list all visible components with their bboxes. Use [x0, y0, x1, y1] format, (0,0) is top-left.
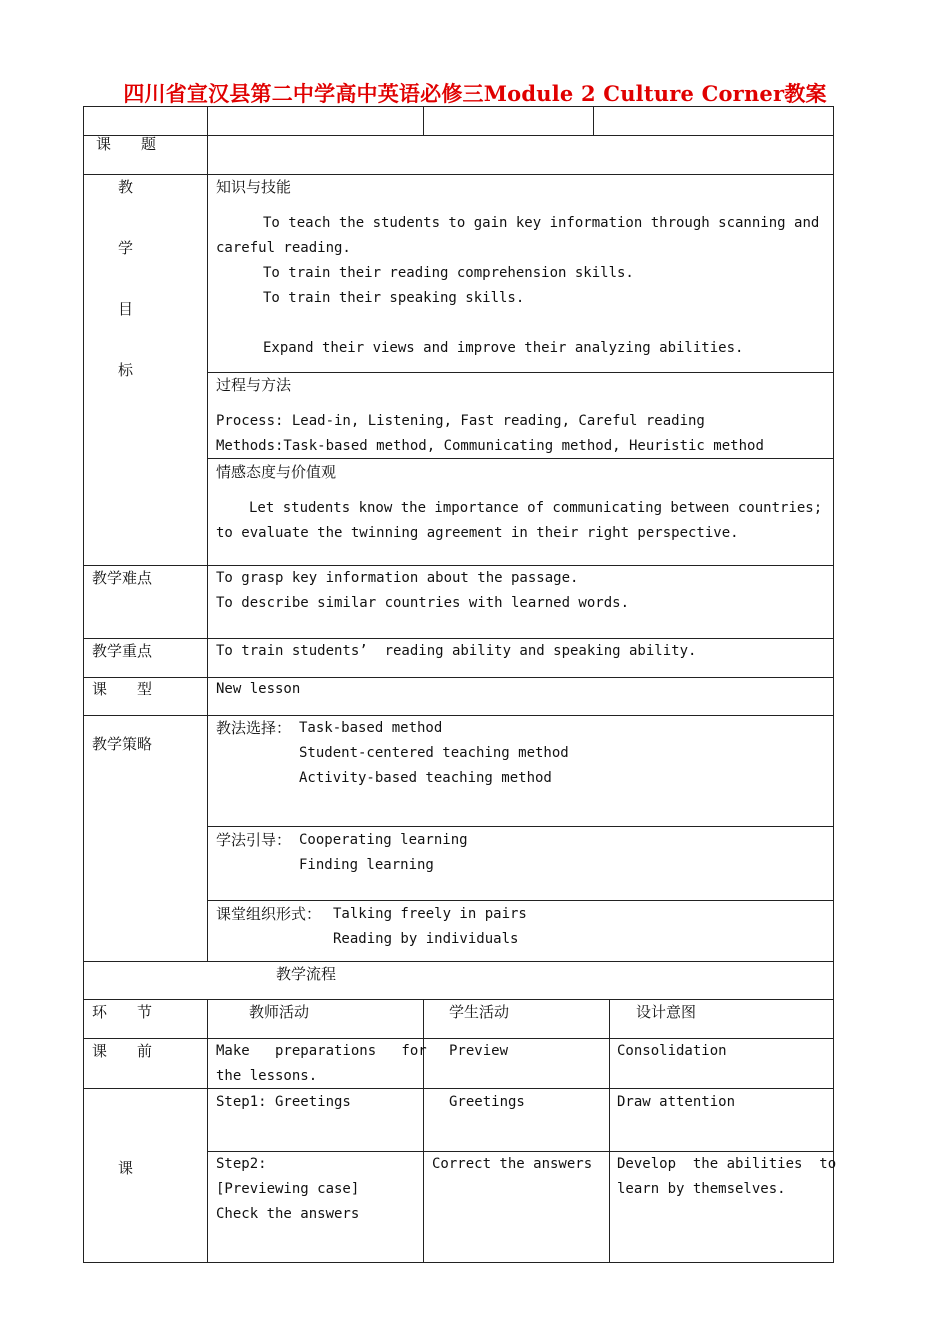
- lesson-type-text: New lesson: [216, 681, 301, 697]
- rule: [833, 106, 834, 1263]
- objectives-label: 标: [118, 361, 134, 379]
- emotion-text: Let students know the importance of communicating between countries;: [249, 500, 823, 516]
- page-title: 四川省宣汉县第二中学高中英语必修三Module 2 Culture Corner教案: [123, 81, 827, 106]
- rule: [609, 999, 610, 1263]
- key-points-text: To train students’ reading ability and speaking ability.: [216, 643, 697, 659]
- rule: [83, 961, 834, 962]
- teaching-method-item: Activity-based teaching method: [299, 770, 552, 786]
- rule: [83, 715, 834, 716]
- rule: [83, 1262, 834, 1263]
- rule: [423, 106, 424, 136]
- rule: [207, 900, 834, 901]
- objectives-label: 学: [118, 239, 134, 257]
- teaching-method-item: Task-based method: [299, 720, 443, 736]
- objectives-label: 目: [118, 300, 134, 318]
- student-activity: Greetings: [449, 1094, 525, 1110]
- lesson-type-label: 课 型: [92, 680, 153, 698]
- knowledge-text: To train their speaking skills.: [263, 290, 525, 306]
- design-intent: Develop the abilities to: [617, 1156, 837, 1172]
- process-method-text: Methods:Task-based method, Communicating method, Heuristic method: [216, 438, 764, 454]
- objectives-label: 教: [118, 178, 134, 196]
- teacher-activity: Make preparations for: [216, 1043, 427, 1059]
- rule: [83, 174, 834, 175]
- teaching-method-item: Student-centered teaching method: [299, 745, 569, 761]
- column-header-stage: 环 节: [92, 1003, 153, 1021]
- class-organization-item: Reading by individuals: [333, 931, 519, 947]
- emotion-heading: 情感态度与价值观: [216, 463, 337, 481]
- design-intent: Draw attention: [617, 1094, 736, 1110]
- teacher-activity: Step2:: [216, 1156, 267, 1172]
- topic-label: 课 题: [96, 135, 157, 153]
- rule: [83, 677, 834, 678]
- teacher-activity: Check the answers: [216, 1206, 360, 1222]
- student-activity: Correct the answers: [432, 1156, 593, 1172]
- difficulty-text: To describe similar countries with learned words.: [216, 595, 630, 611]
- rule: [83, 106, 834, 107]
- key-points-label: 教学重点: [92, 642, 153, 660]
- learning-method-label: 学法引导：: [216, 831, 292, 849]
- knowledge-text: careful reading.: [216, 240, 351, 256]
- rule: [83, 1088, 834, 1089]
- design-intent: learn by themselves.: [617, 1181, 786, 1197]
- stage-in-class: 课: [118, 1159, 134, 1177]
- process-method-text: Process: Lead-in, Listening, Fast reading, Careful reading: [216, 413, 705, 429]
- rule: [83, 106, 84, 1263]
- difficulty-label: 教学难点: [92, 569, 153, 587]
- knowledge-text: To teach the students to gain key information through scanning and: [263, 215, 820, 231]
- rule: [207, 372, 834, 373]
- rule: [207, 106, 208, 962]
- class-organization-label: 课堂组织形式：: [216, 905, 322, 923]
- design-intent: Consolidation: [617, 1043, 727, 1059]
- knowledge-text: To train their reading comprehension skills.: [263, 265, 634, 281]
- teaching-method-label: 教法选择：: [216, 719, 292, 737]
- column-header-intent: 设计意图: [636, 1003, 697, 1021]
- rule: [593, 106, 594, 136]
- rule: [207, 999, 208, 1263]
- teacher-activity: [Previewing case]: [216, 1181, 360, 1197]
- process-heading: 教学流程: [276, 965, 337, 983]
- stage-before-class: 课 前: [92, 1042, 153, 1060]
- rule: [207, 826, 834, 827]
- knowledge-heading: 知识与技能: [216, 178, 292, 196]
- difficulty-text: To grasp key information about the passage.: [216, 570, 579, 586]
- class-organization-item: Talking freely in pairs: [333, 906, 527, 922]
- teacher-activity: the lessons.: [216, 1068, 318, 1084]
- column-header-teacher: 教师活动: [249, 1003, 310, 1021]
- strategy-label: 教学策略: [92, 735, 153, 753]
- knowledge-text: Expand their views and improve their analyzing abilities.: [263, 340, 744, 356]
- student-activity: Preview: [449, 1043, 509, 1059]
- rule: [83, 135, 834, 136]
- learning-method-item: Finding learning: [299, 857, 434, 873]
- learning-method-item: Cooperating learning: [299, 832, 468, 848]
- column-header-student: 学生活动: [449, 1003, 510, 1021]
- emotion-text: to evaluate the twinning agreement in their right perspective.: [216, 525, 739, 541]
- teacher-activity: Step1: Greetings: [216, 1094, 351, 1110]
- process-method-heading: 过程与方法: [216, 376, 292, 394]
